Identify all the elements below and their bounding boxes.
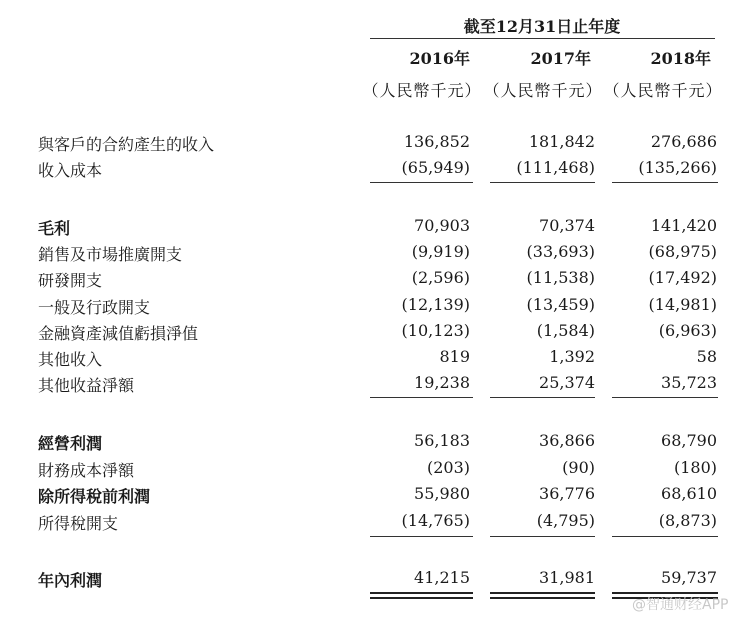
row-value-2018: 59,737 xyxy=(661,568,717,587)
row-label: 除所得稅前利潤 xyxy=(38,487,151,506)
period-heading: 截至12月31日止年度 xyxy=(463,17,621,36)
year-2016-header: 2016年 xyxy=(409,49,470,68)
row-label: 年內利潤 xyxy=(38,571,103,590)
year-2017-header: 2017年 xyxy=(530,49,591,68)
row-value-2017: 25,374 xyxy=(539,373,595,392)
row-value-2016: (203) xyxy=(426,458,470,477)
row-label: 其他收益淨額 xyxy=(38,376,135,395)
row-value-2017: (33,693) xyxy=(526,242,595,261)
row-value-2017: 36,776 xyxy=(539,484,595,503)
row-value-2017: (4,795) xyxy=(536,511,595,530)
row-value-2018: (17,492) xyxy=(648,268,717,287)
row-value-2018: 141,420 xyxy=(650,216,717,235)
row-value-2016: 819 xyxy=(439,347,470,366)
total-double-rule xyxy=(370,592,473,594)
row-value-2017: 1,392 xyxy=(549,347,595,366)
header-rule xyxy=(370,38,715,39)
total-double-rule xyxy=(490,597,595,599)
row-value-2016: 56,183 xyxy=(414,431,470,450)
subtotal-rule xyxy=(612,397,718,398)
row-value-2018: (180) xyxy=(673,458,717,477)
row-value-2018: (68,975) xyxy=(648,242,717,261)
row-value-2017: (13,459) xyxy=(526,295,595,314)
row-value-2017: 181,842 xyxy=(528,132,595,151)
row-value-2017: (1,584) xyxy=(536,321,595,340)
row-label: 所得稅開支 xyxy=(38,514,119,533)
row-label: 研發開支 xyxy=(38,271,103,290)
row-value-2018: (135,266) xyxy=(638,158,717,177)
subtotal-rule xyxy=(490,536,595,537)
subtotal-rule xyxy=(490,182,595,183)
row-value-2017: 70,374 xyxy=(539,216,595,235)
row-label: 毛利 xyxy=(38,219,71,238)
unit-2016-header: （人民幣千元） xyxy=(362,81,482,100)
row-label: 財務成本淨額 xyxy=(38,461,135,480)
subtotal-rule xyxy=(370,536,473,537)
row-value-2018: (6,963) xyxy=(658,321,717,340)
subtotal-rule xyxy=(370,397,473,398)
unit-2018-header: （人民幣千元） xyxy=(603,81,723,100)
row-value-2016: (12,139) xyxy=(401,295,470,314)
row-value-2018: 58 xyxy=(696,347,717,366)
row-label: 一般及行政開支 xyxy=(38,298,151,317)
subtotal-rule xyxy=(370,182,473,183)
subtotal-rule xyxy=(490,397,595,398)
row-value-2017: (11,538) xyxy=(526,268,595,287)
row-value-2018: 35,723 xyxy=(661,373,717,392)
row-value-2016: 41,215 xyxy=(414,568,470,587)
row-value-2016: 55,980 xyxy=(414,484,470,503)
row-value-2016: (9,919) xyxy=(411,242,470,261)
year-2018-header: 2018年 xyxy=(650,49,711,68)
row-value-2018: 276,686 xyxy=(650,132,717,151)
row-label: 經營利潤 xyxy=(38,434,103,453)
subtotal-rule xyxy=(612,182,718,183)
row-value-2016: (14,765) xyxy=(401,511,470,530)
row-value-2017: (111,468) xyxy=(516,158,595,177)
row-value-2017: (90) xyxy=(562,458,595,477)
row-value-2016: 136,852 xyxy=(403,132,470,151)
row-label: 收入成本 xyxy=(38,161,103,180)
row-value-2018: (14,981) xyxy=(648,295,717,314)
total-double-rule xyxy=(490,592,595,594)
row-label: 與客戶的合約產生的收入 xyxy=(38,135,215,154)
row-value-2017: 31,981 xyxy=(539,568,595,587)
row-label: 其他收入 xyxy=(38,350,103,369)
row-value-2017: 36,866 xyxy=(539,431,595,450)
unit-2017-header: （人民幣千元） xyxy=(483,81,603,100)
row-label: 銷售及市場推廣開支 xyxy=(38,245,183,264)
row-value-2016: 19,238 xyxy=(414,373,470,392)
row-value-2016: (2,596) xyxy=(411,268,470,287)
row-value-2016: (10,123) xyxy=(401,321,470,340)
row-value-2018: 68,610 xyxy=(661,484,717,503)
total-double-rule xyxy=(370,597,473,599)
row-label: 金融資產減值虧損淨值 xyxy=(38,324,199,343)
row-value-2018: (8,873) xyxy=(658,511,717,530)
subtotal-rule xyxy=(612,536,718,537)
row-value-2018: 68,790 xyxy=(661,431,717,450)
row-value-2016: 70,903 xyxy=(414,216,470,235)
watermark: @智通财经APP xyxy=(632,597,729,613)
row-value-2016: (65,949) xyxy=(401,158,470,177)
